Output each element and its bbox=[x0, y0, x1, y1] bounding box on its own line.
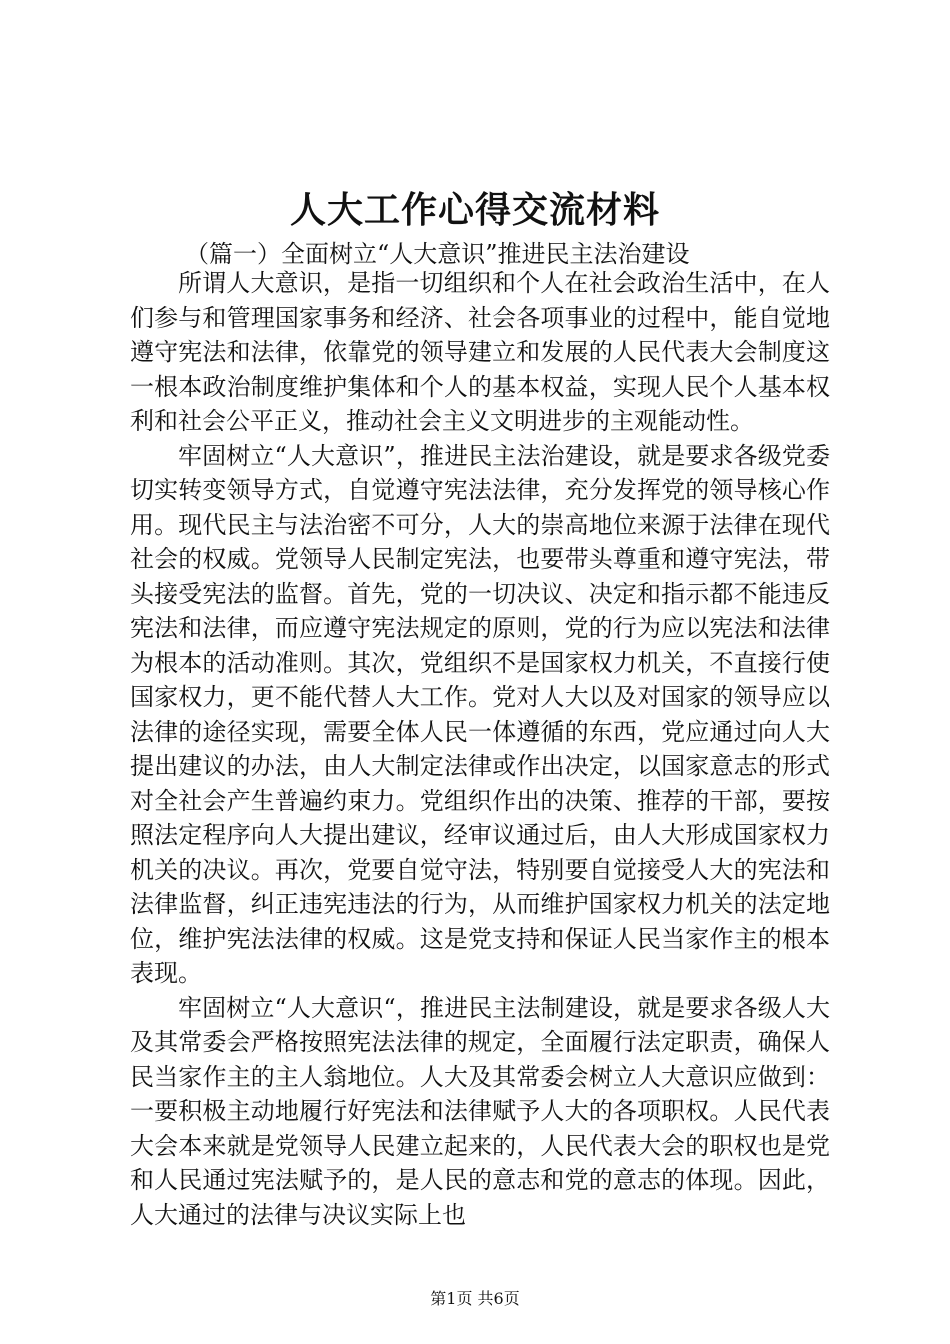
document-body bbox=[130, 266, 830, 1232]
paragraph: 牢固树立“人大意识“，推进民主法制建设，就是要求各级人大及其常委会严格按照宪法法律的规定，全面履行法定职责，确保人民当家作主的主人翁地位。人大及其常委会树立人大意识应做到：一要积极主动地履行好宪法和法律赋予人大的各项职权。人民代表大会本来就是党领导人民建立起来的，人民代表大会的职权也是党和人民通过宪法赋予的，是人民的意志和党的意志的体现。因此，人大通过的法律与决议实际上也 bbox=[130, 993, 830, 1229]
document-subtitle: （篇一）全面树立“人大意识”推进民主法治建设 bbox=[185, 240, 690, 268]
page-footer: 第1页 共6页 bbox=[430, 1289, 520, 1308]
paragraph: 牢固树立“人大意识”，推进民主法治建设，就是要求各级党委切实转变领导方式，自觉遵守宪法法律，充分发挥党的领导核心作用。现代民主与法治密不可分，人大的崇高地位来源于法律在现代社会的权威。党领导人民制定宪法，也要带头尊重和遵守宪法，带头接受宪法的监督。首先，党的一切决议、决定和指示都不能违反宪法和法律，而应遵守宪法规定的原则，党的行为应以宪法和法律为根本的活动准则。其次，党组织不是国家权力机关，不直接行使国家权力，更不能代替人大工作。党对人大以及对国家的领导应以法律的途径实现，需要全体人民一体遵循的东西，党应通过向人大提出建议的办法，由人大制定法律或作出决定，以国家意志的形式对全社会产生普遍约束力。党组织作出的决策、推荐的干部，要按照法定程序向人大提出建议，经审议通过后，由人大形成国家权力机关的决议。再次，党要自觉守法，特别要自觉接受人大的宪法和法律监督，纠正违宪违法的行为，从而维护国家权力机关的法定地位，维护宪法法律的权威。这是党支持和保证人民当家作主的根本表现。 bbox=[130, 441, 830, 987]
paragraph: 所谓人大意识，是指一切组织和个人在社会政治生活中，在人们参与和管理国家事务和经济、社会各项事业的过程中，能自觉地遵守宪法和法律，依靠党的领导建立和发展的人民代表大会制度这一根本政治制度维护集体和个人的基本权益，实现人民个人基本权利和社会公平正义，推动社会主义文明进步的主观能动性。 bbox=[130, 269, 830, 435]
document-title: 人大工作心得交流材料 bbox=[289, 189, 660, 231]
